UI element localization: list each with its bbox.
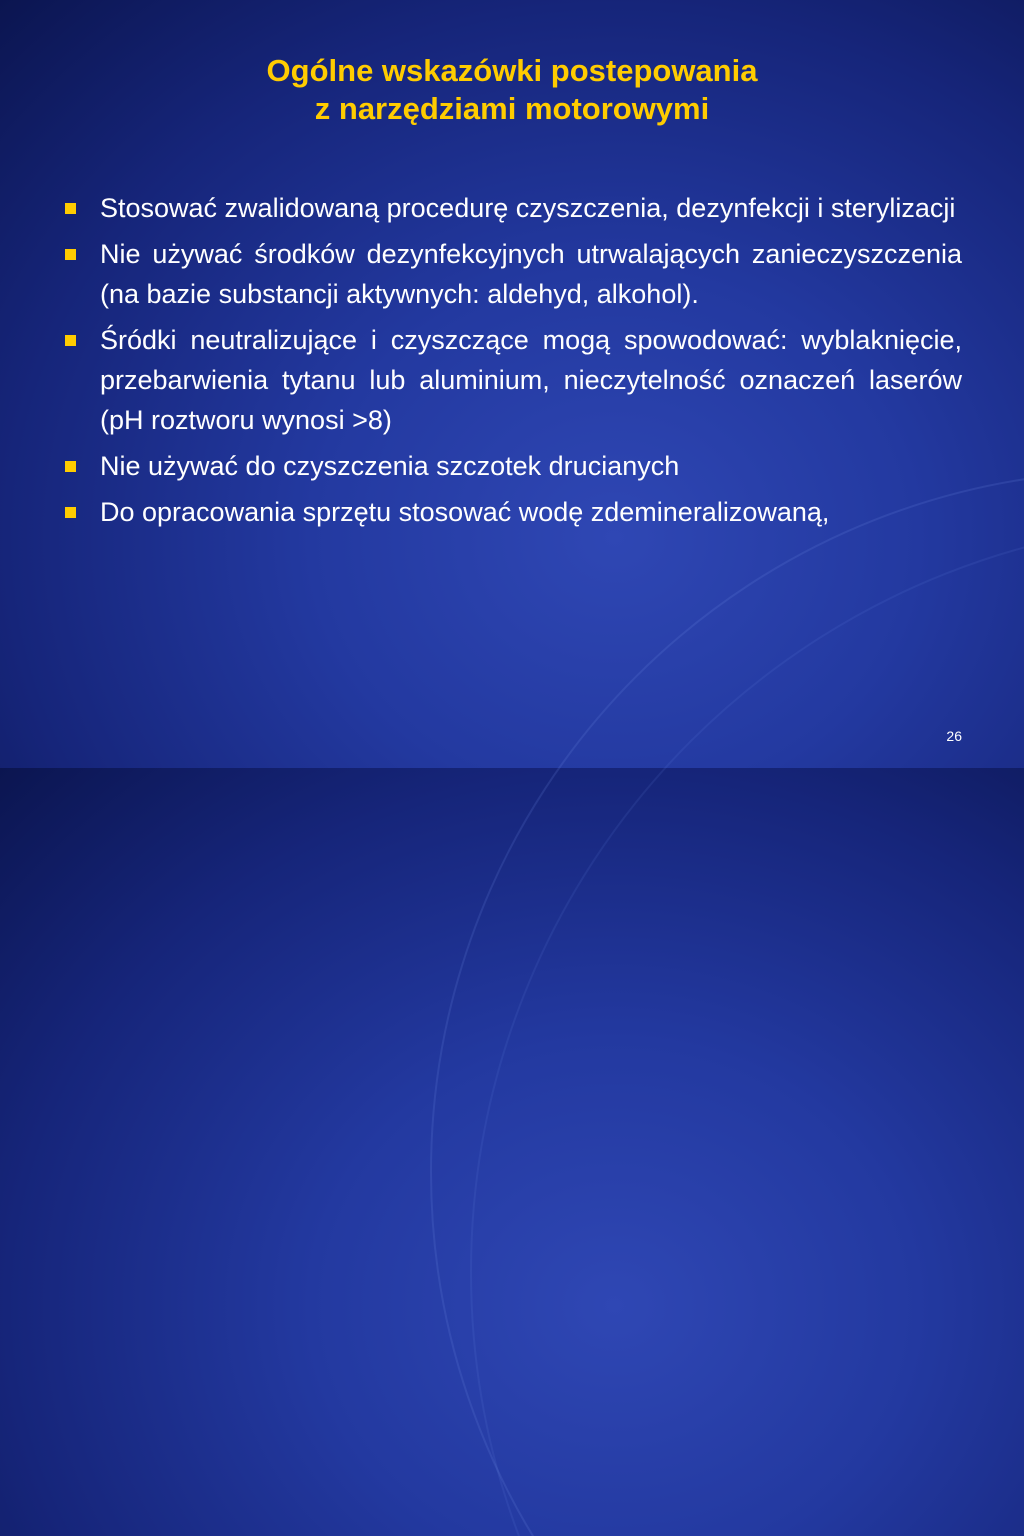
- page-number: 26: [946, 728, 962, 744]
- bullet-list: [62, 188, 962, 538]
- bullet-text: Śródki neutralizujące i czyszczące mogą spowodować: wyblaknięcie, przebarwienia tytanu lub aluminium, nieczytelność oznaczeń laserów (pH roztworu wynosi >8): [100, 325, 962, 435]
- slide-title-line-2: z narzędziami motorowymi: [314, 91, 710, 126]
- bullet-item: [62, 446, 962, 486]
- slide-title-line-1: Ogólne wskazówki postepowania: [266, 53, 758, 88]
- bullet-text: Nie używać do czyszczenia szczotek drucianych: [100, 451, 680, 481]
- bullet-square-icon: [65, 507, 76, 518]
- bullet-square-icon: [65, 249, 76, 260]
- slide-title: [0, 52, 1024, 128]
- bullet-item: [62, 234, 962, 314]
- bullet-square-icon: [65, 335, 76, 346]
- bullet-text: Nie używać środków dezynfekcyjnych utrwalających zanieczyszczenia (na bazie substancji aktywnych: aldehyd, alkohol).: [100, 239, 962, 309]
- bullet-square-icon: [65, 203, 76, 214]
- bullet-item: [62, 320, 962, 440]
- bullet-text: Do opracowania sprzętu stosować wodę zdemineralizowaną,: [100, 497, 830, 527]
- bullet-item: [62, 492, 962, 532]
- bullet-text: Stosować zwalidowaną procedurę czyszczenia, dezynfekcji i sterylizacji: [100, 193, 956, 223]
- bullet-square-icon: [65, 461, 76, 472]
- bullet-item: [62, 188, 962, 228]
